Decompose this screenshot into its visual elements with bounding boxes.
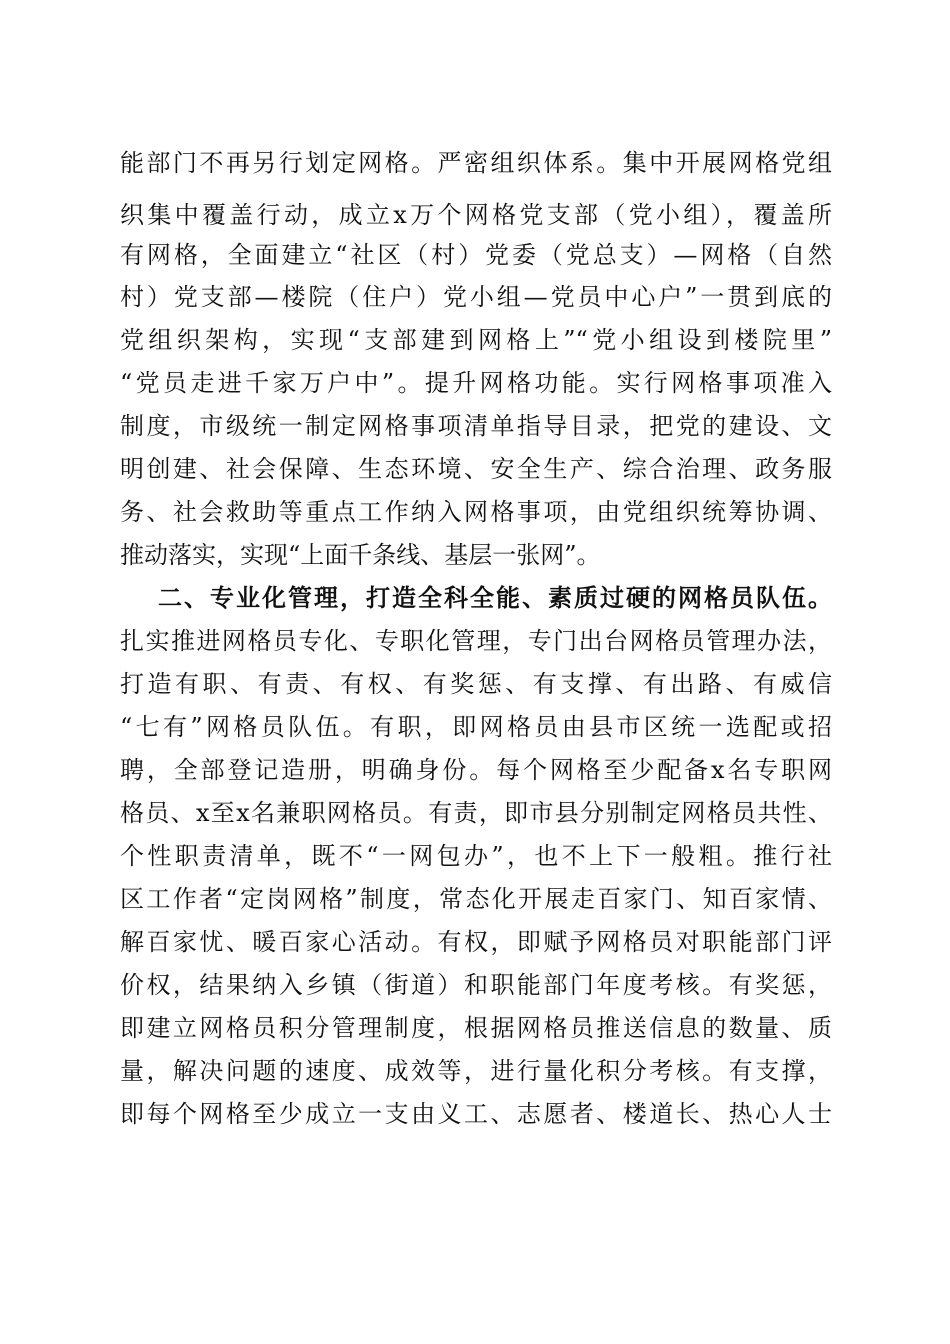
paragraph-line: “七有”网格员队伍。有职，即网格员由县市区统一选配或招 <box>120 713 832 741</box>
paragraph-line: 扎实推进网格员专化、专职化管理，专门出台网格员管理办法， <box>120 627 832 655</box>
paragraph-line: 聘，全部登记造册，明确身份。每个网格至少配备x名专职网 <box>120 756 832 784</box>
paragraph-line: 村）党支部—楼院（住户）党小组—党员中心户”一贯到底的 <box>120 283 832 311</box>
paragraph-line: 价权，结果纳入乡镇（街道）和职能部门年度考核。有奖惩， <box>120 971 832 999</box>
paragraph-line: 打造有职、有责、有权、有奖惩、有支撑、有出路、有威信 <box>120 670 832 698</box>
paragraph-line: 个性职责清单，既不“一网包办”，也不上下一般粗。推行社 <box>120 842 832 870</box>
paragraph-line: 即建立网格员积分管理制度，根据网格员推送信息的数量、质 <box>120 1014 832 1042</box>
section-heading: 二、专业化管理，打造全科全能、素质过硬的网格员队伍。 <box>158 583 832 612</box>
paragraph-line: 党组织架构，实现“支部建到网格上”“党小组设到楼院里” <box>120 326 832 354</box>
paragraph-line: 务、社会救助等重点工作纳入网格事项，由党组织统筹协调、 <box>120 498 832 526</box>
paragraph-line: 格员、x至x名兼职网格员。有责，即市县分别制定网格员共性、 <box>120 799 832 827</box>
paragraph-line: 即每个网格至少成立一支由义工、志愿者、楼道长、热心人士 <box>120 1100 832 1128</box>
paragraph-line: 解百家忧、暖百家心活动。有权，即赋予网格员对职能部门评 <box>120 928 832 956</box>
paragraph-line: 有网格，全面建立“社区（村）党委（党总支）—网格（自然 <box>120 241 832 269</box>
paragraph-line: 量，解决问题的速度、成效等，进行量化积分考核。有支撑， <box>120 1057 832 1085</box>
paragraph-line: 推动落实，实现“上面千条线、基层一张网”。 <box>120 541 601 569</box>
paragraph-line: “党员走进千家万户中”。提升网格功能。实行网格事项准入 <box>120 369 832 397</box>
paragraph-line: 区工作者“定岗网格”制度，常态化开展走百家门、知百家情、 <box>120 885 832 913</box>
paragraph-line: 明创建、社会保障、生态环境、安全生产、综合治理、政务服 <box>120 455 832 483</box>
paragraph-line: 织集中覆盖行动，成立x万个网格党支部（党小组），覆盖所 <box>120 201 832 229</box>
paragraph-line: 制度，市级统一制定网格事项清单指导目录，把党的建设、文 <box>120 412 832 440</box>
paragraph-line: 能部门不再另行划定网格。严密组织体系。集中开展网格党组 <box>120 149 832 177</box>
